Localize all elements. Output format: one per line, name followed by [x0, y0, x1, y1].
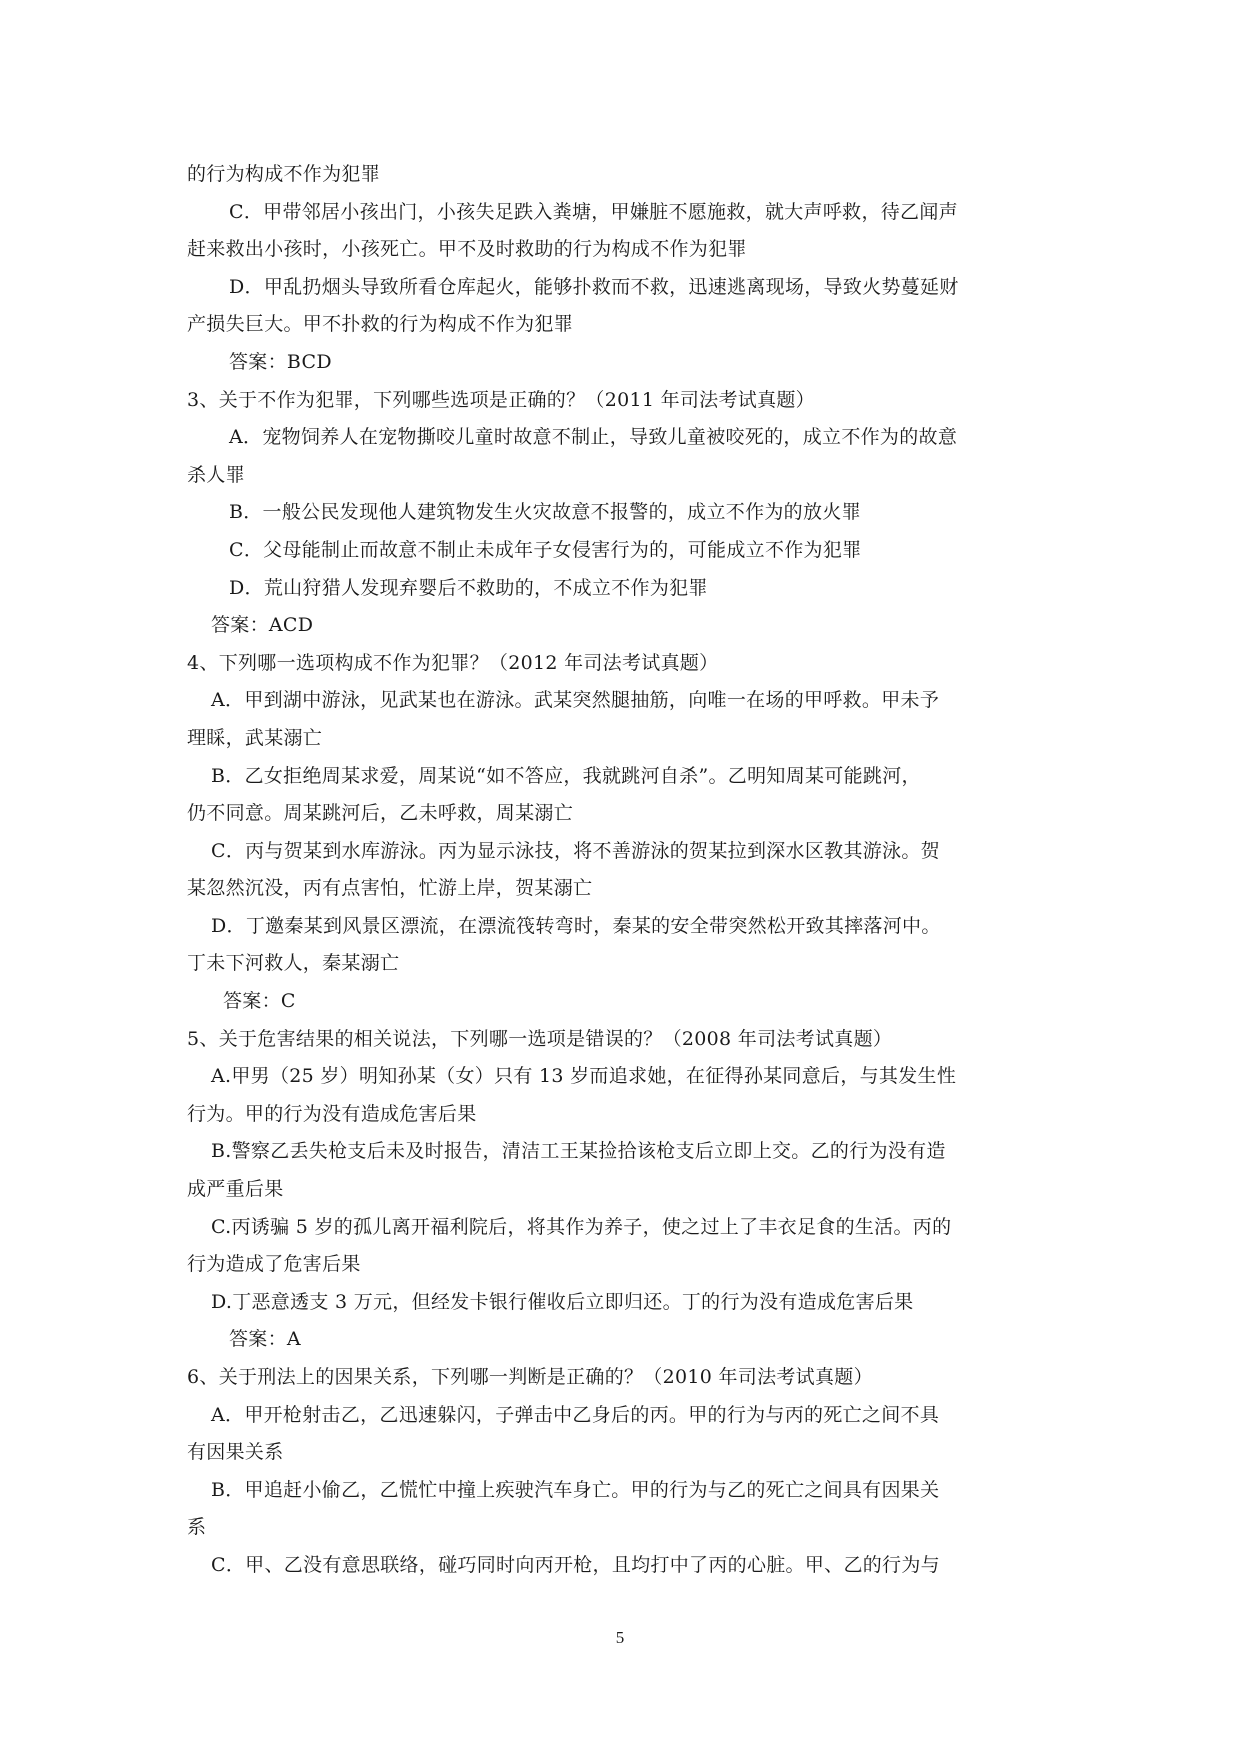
text-line: 仍不同意。周某跳河后，乙未呼救，周某溺亡	[187, 802, 574, 825]
text-line: 赶来救出小孩时，小孩死亡。甲不及时救助的行为构成不作为犯罪	[187, 238, 747, 261]
option-c-line: C．甲带邻居小孩出门，小孩失足跌入粪塘，甲嫌脏不愿施救，就大声呼救，待乙闻声	[229, 200, 958, 223]
option-c-line: C．父母能制止而故意不制止未成年子女侵害行为的，可能成立不作为犯罪	[229, 538, 862, 561]
option-a-line: A．宠物饲养人在宠物撕咬儿童时故意不制止，导致儿童被咬死的，成立不作为的故意	[229, 426, 958, 449]
page-number: 5	[615, 1628, 625, 1647]
option-b-line: B.警察乙丢失枪支后未及时报告，清洁工王某捡拾该枪支后立即上交。乙的行为没有造	[211, 1140, 946, 1163]
page-body	[187, 156, 1067, 1585]
option-a-line: A．甲开枪射击乙，乙迅速躲闪，子弹击中乙身后的丙。甲的行为与丙的死亡之间不具	[211, 1403, 940, 1426]
text-line: 的行为构成不作为犯罪	[187, 163, 381, 185]
option-b-line: B．一般公民发现他人建筑物发生火灾故意不报警的，成立不作为的放火罪	[229, 501, 861, 524]
question-4-title: 4、下列哪一选项构成不作为犯罪？（2012 年司法考试真题）	[187, 651, 719, 674]
option-c-line: C.丙诱骗 5 岁的孤儿离开福利院后，将其作为养子，使之过上了丰衣足食的生活。丙的	[211, 1215, 952, 1238]
option-b-line: B．乙女拒绝周某求爱，周某说“如不答应，我就跳河自杀”。乙明知周某可能跳河，	[211, 764, 921, 787]
answer-line: 答案：BCD	[229, 350, 332, 373]
option-b-line: B．甲追赶小偷乙，乙慌忙中撞上疾驶汽车身亡。甲的行为与乙的死亡之间具有因果关	[211, 1478, 940, 1501]
text-line: 成严重后果	[187, 1178, 284, 1201]
option-d-line: D.丁恶意透支 3 万元，但经发卡银行催收后立即归还。丁的行为没有造成危害后果	[211, 1290, 914, 1313]
text-line: 行为。甲的行为没有造成危害后果	[187, 1102, 477, 1125]
text-line: 理睬，武某溺亡	[187, 726, 323, 749]
question-5-title: 5、关于危害结果的相关说法，下列哪一选项是错误的？（2008 年司法考试真题）	[187, 1027, 893, 1050]
text-line: 行为造成了危害后果	[187, 1253, 361, 1276]
text-line: 丁未下河救人，秦某溺亡	[187, 952, 400, 975]
answer-line: 答案：C	[223, 990, 296, 1013]
question-6-title: 6、关于刑法上的因果关系，下列哪一判断是正确的？（2010 年司法考试真题）	[187, 1366, 873, 1388]
answer-line: 答案：A	[229, 1328, 301, 1351]
text-line: 产损失巨大。甲不扑救的行为构成不作为犯罪	[187, 313, 574, 336]
option-a-line: A.甲男（25 岁）明知孙某（女）只有 13 岁而追求她，在征得孙某同意后，与其发生性	[211, 1065, 957, 1088]
option-a-line: A．甲到湖中游泳，见武某也在游泳。武某突然腿抽筋，向唯一在场的甲呼救。甲未予	[211, 689, 940, 712]
text-line: 某忽然沉没，丙有点害怕，忙游上岸，贺某溺亡	[187, 877, 593, 900]
option-d-line: D．甲乱扔烟头导致所看仓库起火，能够扑救而不救，迅速逃离现场，导致火势蔓延财	[229, 275, 959, 298]
option-d-line: D．荒山狩猎人发现弃婴后不救助的，不成立不作为犯罪	[229, 576, 708, 599]
text-line: 杀人罪	[187, 463, 245, 486]
option-d-line: D．丁邀秦某到风景区漂流，在漂流筏转弯时，秦某的安全带突然松开致其摔落河中。	[211, 914, 941, 937]
answer-line: 答案：ACD	[211, 614, 314, 637]
text-line: 有因果关系	[187, 1441, 284, 1464]
question-3-title: 3、关于不作为犯罪，下列哪些选项是正确的？（2011 年司法考试真题）	[187, 388, 815, 411]
option-c-line: C．丙与贺某到水库游泳。丙为显示泳技，将不善游泳的贺某拉到深水区教其游泳。贺	[211, 839, 940, 862]
option-c-line: C．甲、乙没有意思联络，碰巧同时向丙开枪，且均打中了丙的心脏。甲、乙的行为与	[211, 1553, 940, 1576]
text-line: 系	[187, 1516, 207, 1539]
